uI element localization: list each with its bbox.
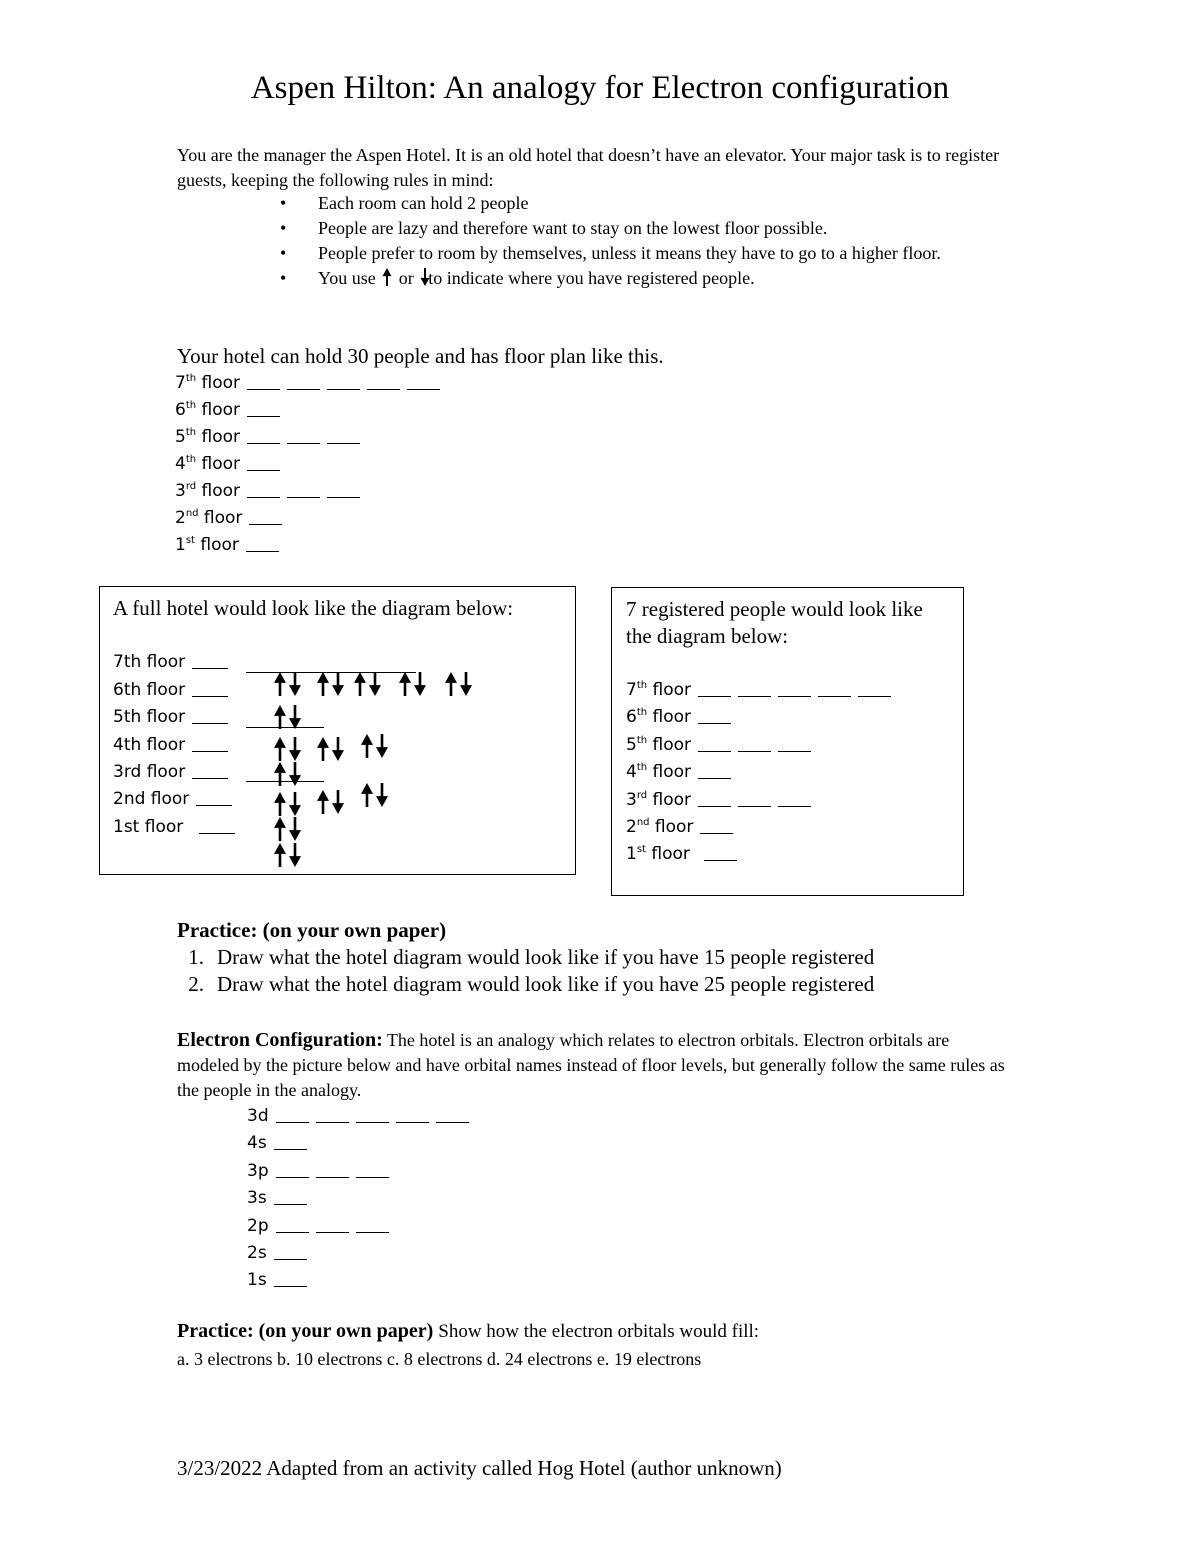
- floor-row: 4th floor: [626, 759, 731, 786]
- floor-row: 3rd floor: [626, 787, 811, 814]
- floor-label: 4th floor: [113, 735, 186, 755]
- arrow-pair-icon: [398, 669, 430, 697]
- arrow-pair-icon: [360, 731, 392, 759]
- floor-row: 3rd floor: [175, 478, 360, 505]
- arrow-pair-icon: [273, 759, 305, 787]
- orbital-row: 3d: [247, 1103, 469, 1130]
- arrow-pair-icon: [273, 702, 305, 730]
- practice-item: 2. Draw what the hotel diagram would look like if you have 25 people registered: [188, 972, 875, 996]
- orbital-row: 3p: [247, 1158, 389, 1185]
- orbital-row: 1s: [247, 1267, 307, 1294]
- floor-plan-title: Your hotel can hold 30 people and has floor plan like this.: [177, 344, 664, 368]
- floor-label: 5th floor: [113, 707, 186, 727]
- practice2-options: a. 3 electrons b. 10 electrons c. 8 electrons d. 24 electrons e. 19 electrons: [177, 1349, 702, 1369]
- full-hotel-title: A full hotel would look like the diagram below:: [113, 596, 514, 620]
- floor-label: 7th floor: [113, 652, 186, 672]
- electron-paragraph: Electron Configuration: The hotel is an analogy which relates to electron orbitals. Electron orbitals are modeled by the picture below and have orbital names instead of floor levels, but generally follow the same rules as the people in the analogy.: [177, 1029, 1005, 1100]
- seven-people-title: 7 registered people would look like the diagram below:: [626, 597, 923, 648]
- arrow-pair-icon: [353, 669, 385, 697]
- arrow-pair-icon: [360, 780, 392, 808]
- up-arrow-icon: [380, 268, 394, 286]
- floor-row: 2nd floor: [175, 505, 282, 532]
- arrow-pair-icon: [273, 814, 305, 842]
- rule-item: • People prefer to room by themselves, unless it means they have to go to a higher floor.: [280, 241, 1025, 266]
- practice-item: 1. Draw what the hotel diagram would look like if you have 15 people registered: [188, 945, 875, 969]
- orbital-row: 4s: [247, 1130, 307, 1157]
- floor-row: 1st floor: [626, 841, 737, 868]
- floor-row: 5th floor: [175, 424, 360, 451]
- floor-label: 6th floor: [113, 680, 186, 700]
- floor-row: 7th floor: [175, 370, 440, 397]
- floor-row: 6th floor: [175, 397, 280, 424]
- orbital-row: 2p: [247, 1213, 389, 1240]
- rules-list: [280, 191, 1025, 291]
- arrow-pair-icon: [316, 787, 348, 815]
- practice-heading: Practice: (on your own paper): [177, 918, 447, 942]
- rule-item: • People are lazy and therefore want to stay on the lowest floor possible.: [280, 216, 1025, 241]
- floor-label: 2nd floor: [113, 789, 190, 809]
- arrow-pair-icon: [273, 789, 305, 817]
- bullet-icon: •: [280, 218, 287, 238]
- floor-row: 7th floor: [626, 677, 891, 704]
- practice2-line: Practice: (on your own paper) Show how the electron orbitals would fill:: [177, 1320, 760, 1342]
- floor-label: 3rd floor: [113, 762, 186, 782]
- seven-people-box: [611, 587, 964, 896]
- bullet-icon: •: [280, 268, 287, 288]
- rule-item: • Each room can hold 2 people: [280, 191, 1025, 216]
- arrow-pair-icon: [273, 734, 305, 762]
- floor-row: 4th floor: [175, 451, 280, 478]
- practice-list: [177, 944, 874, 998]
- arrow-pair-icon: [444, 669, 476, 697]
- floor-row: 5th floor: [626, 732, 811, 759]
- floor-label: 1st floor: [113, 817, 184, 837]
- orbital-row: 3s: [247, 1185, 307, 1212]
- floor-row: 6th floor: [626, 704, 731, 731]
- page-title: Aspen Hilton: An analogy for Electron configuration: [250, 70, 950, 106]
- arrow-pair-icon: [273, 669, 305, 697]
- bullet-icon: •: [280, 193, 287, 213]
- electron-heading: Electron Configuration:: [177, 1029, 383, 1051]
- floor-row: 2nd floor: [626, 814, 733, 841]
- arrow-pair-icon: [316, 734, 348, 762]
- floor-row: 1st floor: [175, 532, 279, 559]
- bullet-icon: •: [280, 243, 287, 263]
- rule-item: • You use or to indicate where you have registered people.: [280, 266, 1025, 291]
- full-hotel-box: [99, 586, 576, 875]
- intro-paragraph: You are the manager the Aspen Hotel. It is an old hotel that doesn’t have an elevator. Your major task is to register guests, keeping the following rules in mind:: [177, 145, 1000, 190]
- footer-note: 3/23/2022 Adapted from an activity called Hog Hotel (author unknown): [177, 1456, 782, 1480]
- arrow-pair-icon: [316, 669, 348, 697]
- arrow-pair-icon: [273, 840, 305, 868]
- practice2-heading: Practice: (on your own paper): [177, 1320, 434, 1342]
- orbital-row: 2s: [247, 1240, 307, 1267]
